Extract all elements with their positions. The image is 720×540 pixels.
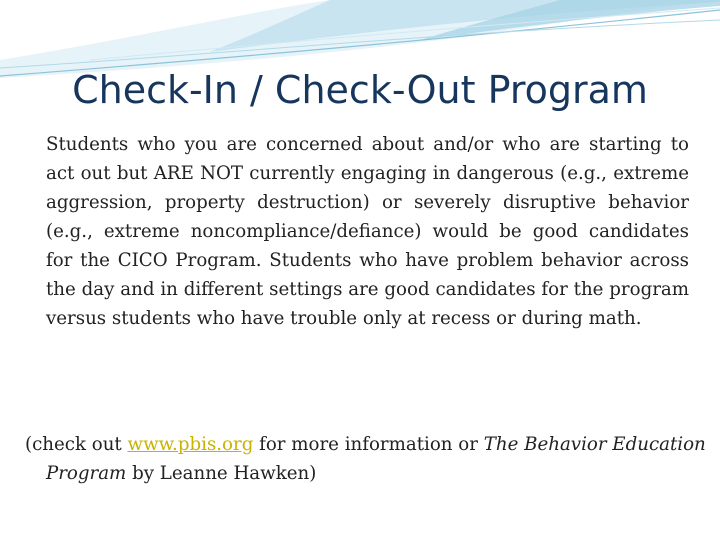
- reference-prefix: (check out: [25, 434, 128, 455]
- body-paragraph: Students who you are concerned about and/or who are starting to act out but ARE NOT currently engaging in dangerous (e.g., extreme aggression, property destruction) or severely disruptive behavior (e.g., extreme noncompliance/defiance) would be good candidates for the CICO Program. Students who have problem behavior across the day and in different settings are good candidates for the program versus students who have trouble only at recess or during math.: [46, 134, 689, 329]
- reference-suffix: by Leanne Hawken): [126, 463, 317, 484]
- book-title: The Behavior Education Program: [46, 434, 706, 484]
- slide-title: Check-In / Check-Out Program: [72, 68, 648, 112]
- reference-middle: for more information or: [253, 434, 484, 455]
- reference-paragraph: [25, 430, 711, 488]
- pbis-link[interactable]: www.pbis.org: [127, 434, 254, 455]
